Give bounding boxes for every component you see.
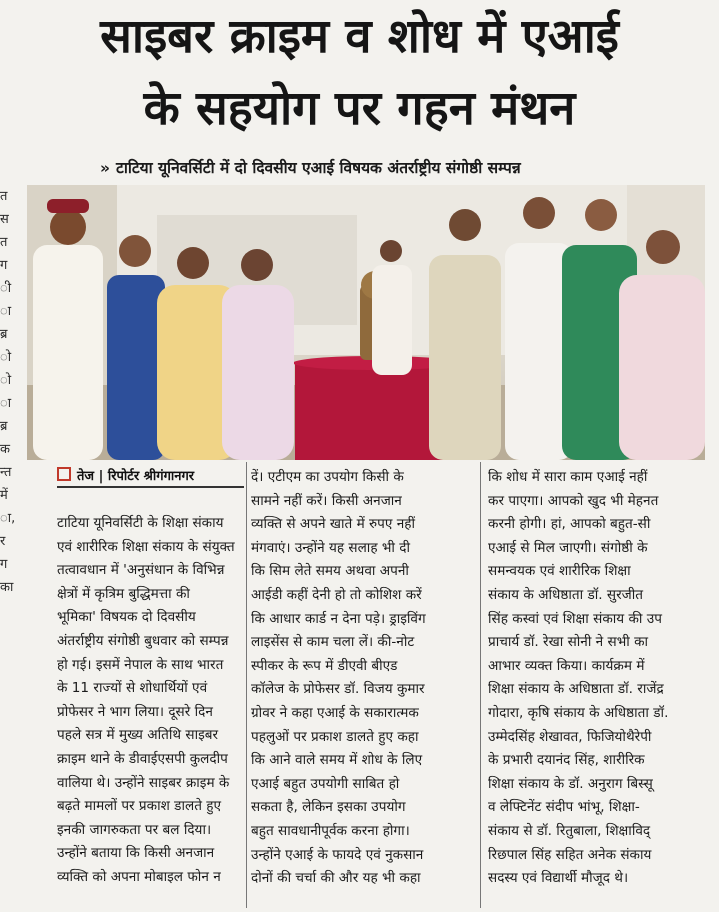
strip-line: ा <box>0 304 12 319</box>
subheadline-text: टाटिया यूनिवर्सिटी में दो दिवसीय एआई विषयक अंतर्राष्ट्रीय संगोष्ठी सम्पन्न <box>116 159 521 177</box>
text-line: बढ़ते मामलों पर प्रकाश डालते हुए <box>57 798 221 815</box>
text-line: रिछपाल सिंह सहित अनेक संकाय <box>488 846 652 863</box>
strip-line: ग <box>0 258 8 273</box>
text-line: एवं शारीरिक शिक्षा संकाय के संयुक्त <box>57 538 235 555</box>
strip-line: का <box>0 580 14 595</box>
text-line: व्यक्ति से अपने खाते में रुपए नहीं <box>251 516 416 533</box>
text-line: कि शोध में सारा काम एआई नहीं <box>488 469 648 485</box>
text-line: लाइसेंस से काम चला लें। की-नोट <box>251 634 415 651</box>
text-line: आईडी कहीं देनी हो तो कोशिश करें <box>251 586 422 603</box>
byline-divider <box>57 486 244 488</box>
subheadline <box>100 156 710 178</box>
text-line: पहलुओं पर प्रकाश डालते हुए कहा <box>251 728 419 745</box>
text-line: मंगवाएं। उन्होंने यह सलाह भी दी <box>251 539 410 556</box>
text-line: स्पीकर के रूप में डीएवी बीएड <box>251 657 398 674</box>
strip-line: ब्र <box>0 419 8 434</box>
text-line: सिंह कस्वां एवं शिक्षा संकाय की उप <box>488 610 662 627</box>
headline-line-1: साइबर क्राइम व शोध में एआई <box>100 9 619 64</box>
text-line: उन्होंने एआई के फायदे एवं नुकसान <box>251 846 424 863</box>
strip-line: ा, <box>0 511 16 526</box>
text-line: दें। एटीएम का उपयोग किसी के <box>251 469 404 485</box>
strip-line: र <box>0 534 6 549</box>
byline <box>57 466 194 484</box>
text-line: टाटिया यूनिवर्सिटी के शिक्षा संकाय <box>57 515 224 531</box>
text-line: कर पाएगा। आपको खुद भी मेहनत <box>488 492 659 509</box>
text-line: बहुत सावधानीपूर्वक करना होगा। <box>251 822 410 839</box>
text-line: क्षेत्रों में कृत्रिम बुद्धिमत्ता की <box>57 585 190 602</box>
strip-line: त <box>0 189 8 204</box>
strip-line: में <box>0 488 8 503</box>
text-line: उन्होंने बताया कि किसी अनजान <box>57 845 215 862</box>
text-line: अंतर्राष्ट्रीय संगोष्ठी बुधवार को सम्पन्न <box>57 632 229 649</box>
text-line: शिक्षा संकाय के अधिष्ठाता डॉ. राजेंद्र <box>488 681 664 698</box>
text-line: गोदारा, कृषि संकाय के अधिष्ठाता डॉ. <box>488 704 669 721</box>
text-line: एआई से मिल जाएगी। संगोष्ठी के <box>488 539 648 556</box>
strip-line: ी <box>0 281 12 296</box>
strip-line: ग <box>0 557 8 572</box>
text-line: तत्वावधान में 'अनुसंधान के विभिन्न <box>57 562 225 579</box>
text-line: दोनों की चर्चा की और यह भी कहा <box>251 870 421 887</box>
text-line: प्रोफेसर ने भाग लिया। दूसरे दिन <box>57 703 213 720</box>
text-line: पहले सत्र में मुख्य अतिथि साइबर <box>57 727 219 744</box>
column-rule <box>480 462 481 908</box>
text-line: हो गई। इसमें नेपाल के साथ भारत <box>57 656 224 673</box>
article-column-1 <box>57 512 243 890</box>
byline-text: तेज | रिपोर्टर श्रीगंगानगर <box>77 469 195 484</box>
text-line: भूमिका' विषयक दो दिवसीय <box>57 609 196 626</box>
text-line: वालिया थे। उन्होंने साइबर क्राइम के <box>57 774 230 791</box>
strip-line: ब्र <box>0 327 8 342</box>
text-line: संकाय के अधिष्ठाता डॉ. सुरजीत <box>488 586 644 603</box>
text-line: समन्वयक एवं शारीरिक शिक्षा <box>488 563 631 580</box>
text-line: आभार व्यक्त किया। कार्यक्रम में <box>488 657 645 674</box>
text-line: कॉलेज के प्रोफेसर डॉ. विजय कुमार <box>251 681 425 698</box>
text-line: करनी होगी। हां, आपको बहुत-सी <box>488 516 651 533</box>
strip-line: त <box>0 235 8 250</box>
text-line: कि आधार कार्ड न देना पड़े। ड्राइविंग <box>251 610 426 627</box>
text-line: के प्रभारी दयानंद सिंह, शारीरिक <box>488 752 645 769</box>
group-photo-illustration <box>27 185 705 460</box>
text-line: के 11 राज्यों से शोधार्थियों एवं <box>57 680 208 697</box>
strip-line: ो <box>0 373 12 388</box>
text-line: उम्मेदसिंह शेखावत, फिजियोथैरेपी <box>488 728 652 745</box>
adjacent-article-strip <box>0 185 22 912</box>
text-line: ग्रोवर ने कहा एआई के सकारात्मक <box>251 704 419 721</box>
event-photo <box>27 185 705 460</box>
strip-line: ा <box>0 396 12 411</box>
text-line: सकता है, लेकिन इसका उपयोग <box>251 799 406 816</box>
text-line: प्राचार्य डॉ. रेखा सोनी ने सभी का <box>488 634 649 651</box>
headline-line-2: के सहयोग पर गहन मंथन <box>143 81 576 136</box>
text-line: शिक्षा संकाय के डॉ. अनुराग बिस्सू <box>488 775 653 792</box>
strip-line: ो <box>0 350 12 365</box>
article-column-3 <box>488 466 708 891</box>
text-line: व्यक्ति को अपना मोबाइल फोन न <box>57 868 221 885</box>
subheadline-marker: » <box>100 159 111 177</box>
text-line: क्राइम थाने के डीवाईएसपी कुलदीप <box>57 750 228 767</box>
text-line: संकाय से डॉ. रितुबाला, शिक्षाविद् <box>488 822 651 839</box>
strip-line: क <box>0 442 10 457</box>
text-line: इनकी जागरुकता पर बल दिया। <box>57 821 212 838</box>
strip-line: स <box>0 212 9 227</box>
text-line: कि सिम लेते समय अथवा अपनी <box>251 563 409 580</box>
text-line: सामने नहीं करें। किसी अनजान <box>251 492 402 509</box>
text-line: व लेफ्टिनेंट संदीप भांभू, शिक्षा- <box>488 799 640 816</box>
strip-line: न्त <box>0 465 12 480</box>
text-line: सदस्य एवं विद्यार्थी मौजूद थे। <box>488 870 629 887</box>
text-line: कि आने वाले समय में शोध के लिए <box>251 752 423 769</box>
column-rule <box>246 462 247 908</box>
text-line: एआई बहुत उपयोगी साबित हो <box>251 775 400 792</box>
byline-square-icon <box>57 467 71 481</box>
article-column-2 <box>251 466 472 891</box>
